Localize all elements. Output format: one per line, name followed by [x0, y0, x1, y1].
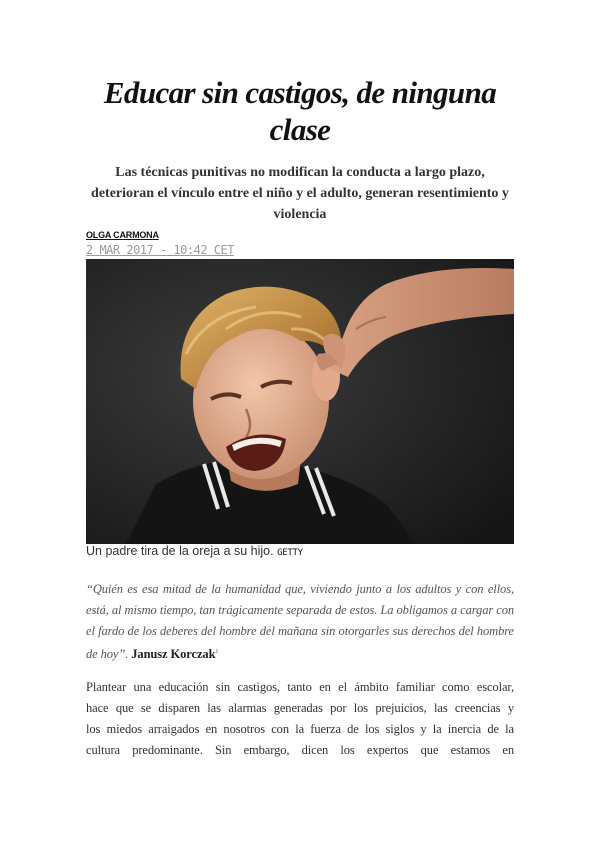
- epigraph-quote: [86, 579, 514, 665]
- article-title: Educar sin castigos, de ninguna clase: [103, 75, 497, 147]
- footnote-marker: 1: [215, 649, 219, 655]
- article-subtitle: Las técnicas punitivas no modifican la conducta a largo plazo, deterioran el vínculo entre el niño y el adulto, generan resentimiento y violencia: [91, 165, 509, 222]
- photo-credit: GETTY: [277, 548, 303, 558]
- quote-author: Janusz Korczak: [131, 647, 216, 662]
- article-body: [86, 677, 514, 761]
- quote-text: “Quién es esa mitad de la humanidad que, viviendo junto a los adultos y con ellos, está, al mismo tiempo, tan trágicamente separada de estos. La obligamos a cargar con el fardo de los deberes del hombre del mañana sin otorgarles sus derechos del hombre de hoy”.: [86, 582, 514, 662]
- body-line: cultura predominante. Sin embargo, dicen los expertos que estamos en: [86, 743, 514, 757]
- photo-caption: [86, 544, 303, 558]
- body-line: los miedos arraigados en nosotros con la fuerza de los siglos y la inercia de la: [86, 722, 514, 736]
- caption-text: Un padre tira de la oreja a su hijo.: [86, 544, 274, 558]
- body-line: Plantear una educación sin castigos, tanto en el ámbito familiar como escolar,: [86, 680, 514, 694]
- body-line: hace que se disparen las alarmas generadas por los prejuicios, las creencias y: [86, 701, 514, 715]
- article-photo: [86, 259, 514, 544]
- boy-ear-pull-illustration: [86, 259, 514, 544]
- publish-date[interactable]: 2 MAR 2017 - 10:42 CET: [86, 243, 234, 257]
- author-byline[interactable]: OLGA CARMONA: [86, 230, 159, 240]
